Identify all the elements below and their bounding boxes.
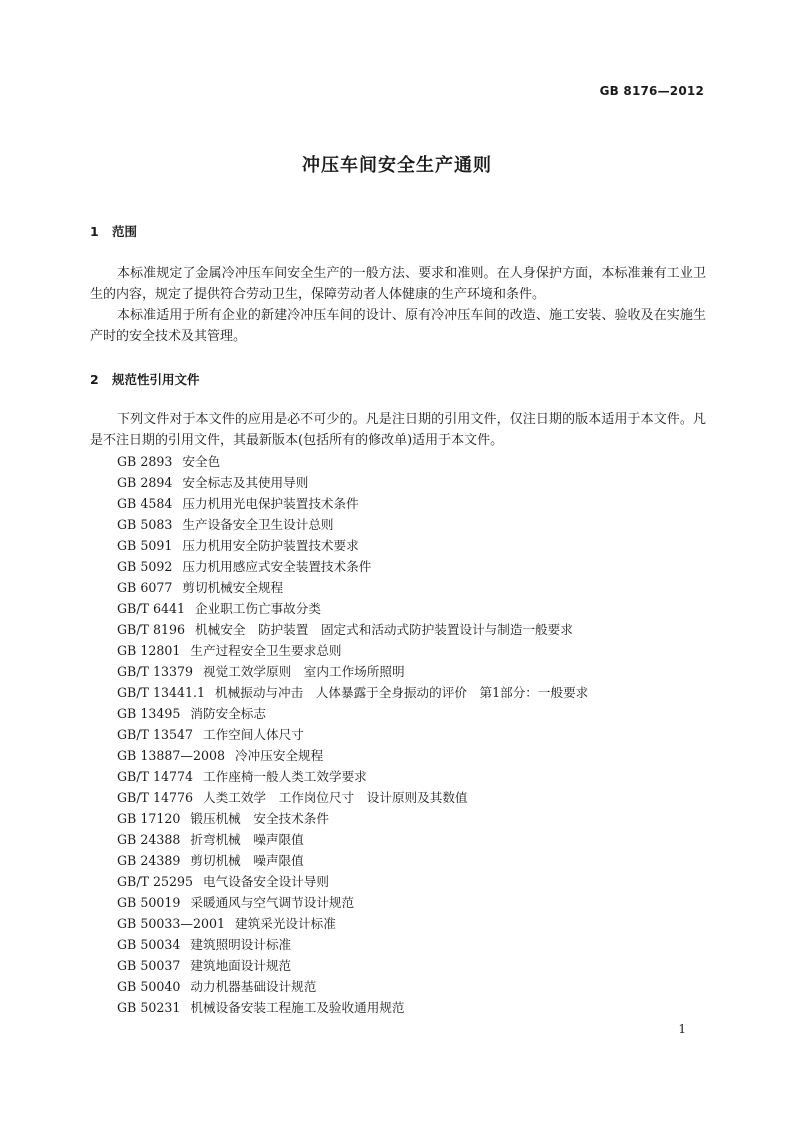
reference-item <box>117 976 588 997</box>
reference-title: 视觉工效学原则 室内工作场所照明 <box>203 664 405 679</box>
reference-title: 安全标志及其使用导则 <box>182 475 309 490</box>
reference-title: 工作空间人体尺寸 <box>203 727 304 742</box>
reference-item <box>117 493 588 514</box>
reference-item <box>117 766 588 787</box>
reference-code: GB 50037 <box>117 958 181 973</box>
document-title: 冲压车间安全生产通则 <box>302 155 492 176</box>
reference-code: GB/T 8196 <box>117 622 186 637</box>
reference-item <box>117 997 588 1018</box>
reference-title: 生产过程安全卫生要求总则 <box>190 643 342 658</box>
reference-code: GB 24389 <box>117 853 181 868</box>
references-intro: 下列文件对于本文件的应用是必不可少的。凡是注日期的引用文件，仅注日期的版本适用于本文件。凡是不注日期的引用文件，其最新版本(包括所有的修改单)适用于本文件。 <box>90 412 706 448</box>
reference-code: GB/T 6441 <box>117 601 186 616</box>
reference-item <box>117 829 588 850</box>
reference-item <box>117 535 588 556</box>
section-1-number: 1 <box>90 224 99 239</box>
reference-code: GB 2893 <box>117 454 173 469</box>
reference-item <box>117 598 588 619</box>
reference-item <box>117 892 588 913</box>
reference-item <box>117 577 588 598</box>
scope-paragraph-2: 本标准适用于所有企业的新建冷冲压车间的设计、原有冷冲压车间的改造、施工安装、验收及在实施生产时的安全技术及其管理。 <box>90 308 706 344</box>
section-1-title: 范围 <box>112 224 138 239</box>
reference-code: GB/T 13441.1 <box>117 685 206 700</box>
reference-title: 冷冲压安全规程 <box>235 748 324 763</box>
reference-title: 工作座椅一般人类工效学要求 <box>203 769 367 784</box>
reference-code: GB 50034 <box>117 937 181 952</box>
reference-title: 建筑地面设计规范 <box>190 958 292 973</box>
reference-title: 采暖通风与空气调节设计规范 <box>190 895 355 910</box>
reference-title: 安全色 <box>182 454 221 469</box>
reference-item <box>117 703 588 724</box>
reference-item <box>117 661 588 682</box>
reference-item <box>117 472 588 493</box>
reference-title: 机械振动与冲击 人体暴露于全身振动的评价 第1部分：一般要求 <box>215 685 589 700</box>
reference-code: GB/T 25295 <box>117 874 194 889</box>
reference-title: 电气设备安全设计导则 <box>203 874 329 889</box>
reference-title: 压力机用安全防护装置技术要求 <box>182 538 359 553</box>
reference-code: GB 6077 <box>117 580 173 595</box>
reference-code: GB 50231 <box>117 1000 181 1015</box>
reference-item <box>117 640 588 661</box>
reference-title: 剪切机械 噪声限值 <box>190 853 304 868</box>
reference-code: GB 4584 <box>117 496 173 511</box>
section-2-number: 2 <box>90 372 99 387</box>
reference-title: 压力机用感应式安全装置技术条件 <box>182 559 372 574</box>
reference-code: GB 50019 <box>117 895 181 910</box>
reference-title: 建筑采光设计标准 <box>235 916 336 931</box>
reference-title: 压力机用光电保护装置技术条件 <box>182 496 359 511</box>
reference-item <box>117 745 588 766</box>
reference-title: 消防安全标志 <box>190 706 266 721</box>
reference-title: 生产设备安全卫生设计总则 <box>182 517 334 532</box>
reference-title: 建筑照明设计标准 <box>190 937 292 952</box>
reference-title: 机械设备安装工程施工及验收通用规范 <box>190 1000 405 1015</box>
reference-code: GB 2894 <box>117 475 173 490</box>
reference-code: GB/T 14774 <box>117 769 194 784</box>
reference-item <box>117 913 588 934</box>
page-number: 1 <box>678 1022 686 1036</box>
reference-item <box>117 808 588 829</box>
reference-code: GB 50040 <box>117 979 181 994</box>
reference-item <box>117 955 588 976</box>
reference-item <box>117 556 588 577</box>
reference-code: GB 5091 <box>117 538 173 553</box>
reference-code: GB 50033—2001 <box>117 916 226 931</box>
reference-item <box>117 934 588 955</box>
reference-title: 企业职工伤亡事故分类 <box>195 601 321 616</box>
reference-list <box>117 451 588 1018</box>
reference-title: 机械安全 防护装置 固定式和活动式防护装置设计与制造一般要求 <box>195 622 573 637</box>
reference-code: GB 17120 <box>117 811 181 826</box>
reference-item <box>117 682 588 703</box>
standard-number: GB 8176—2012 <box>599 84 704 98</box>
reference-title: 锻压机械 安全技术条件 <box>190 811 329 826</box>
reference-code: GB 13495 <box>117 706 181 721</box>
reference-code: GB/T 13379 <box>117 664 194 679</box>
reference-item <box>117 619 588 640</box>
reference-code: GB 13887—2008 <box>117 748 226 763</box>
reference-item <box>117 514 588 535</box>
reference-code: GB 5092 <box>117 559 173 574</box>
reference-item <box>117 451 588 472</box>
section-2-title: 规范性引用文件 <box>112 372 200 387</box>
reference-code: GB/T 14776 <box>117 790 194 805</box>
section-2-heading <box>90 370 200 388</box>
scope-paragraph-1: 本标准规定了金属冷冲压车间安全生产的一般方法、要求和准则。在人身保护方面，本标准兼有工业卫生的内容，规定了提供符合劳动卫生，保障劳动者人体健康的生产环境和条件。 <box>90 266 706 302</box>
reference-title: 动力机器基础设计规范 <box>190 979 317 994</box>
reference-item <box>117 871 588 892</box>
reference-code: GB 5083 <box>117 517 173 532</box>
reference-item <box>117 787 588 808</box>
reference-title: 剪切机械安全规程 <box>182 580 284 595</box>
reference-title: 折弯机械 噪声限值 <box>190 832 304 847</box>
reference-code: GB 24388 <box>117 832 181 847</box>
reference-code: GB/T 13547 <box>117 727 194 742</box>
section-1-heading <box>90 222 137 240</box>
reference-title: 人类工效学 工作岗位尺寸 设计原则及其数值 <box>203 790 468 805</box>
reference-item <box>117 724 588 745</box>
reference-code: GB 12801 <box>117 643 181 658</box>
reference-item <box>117 850 588 871</box>
